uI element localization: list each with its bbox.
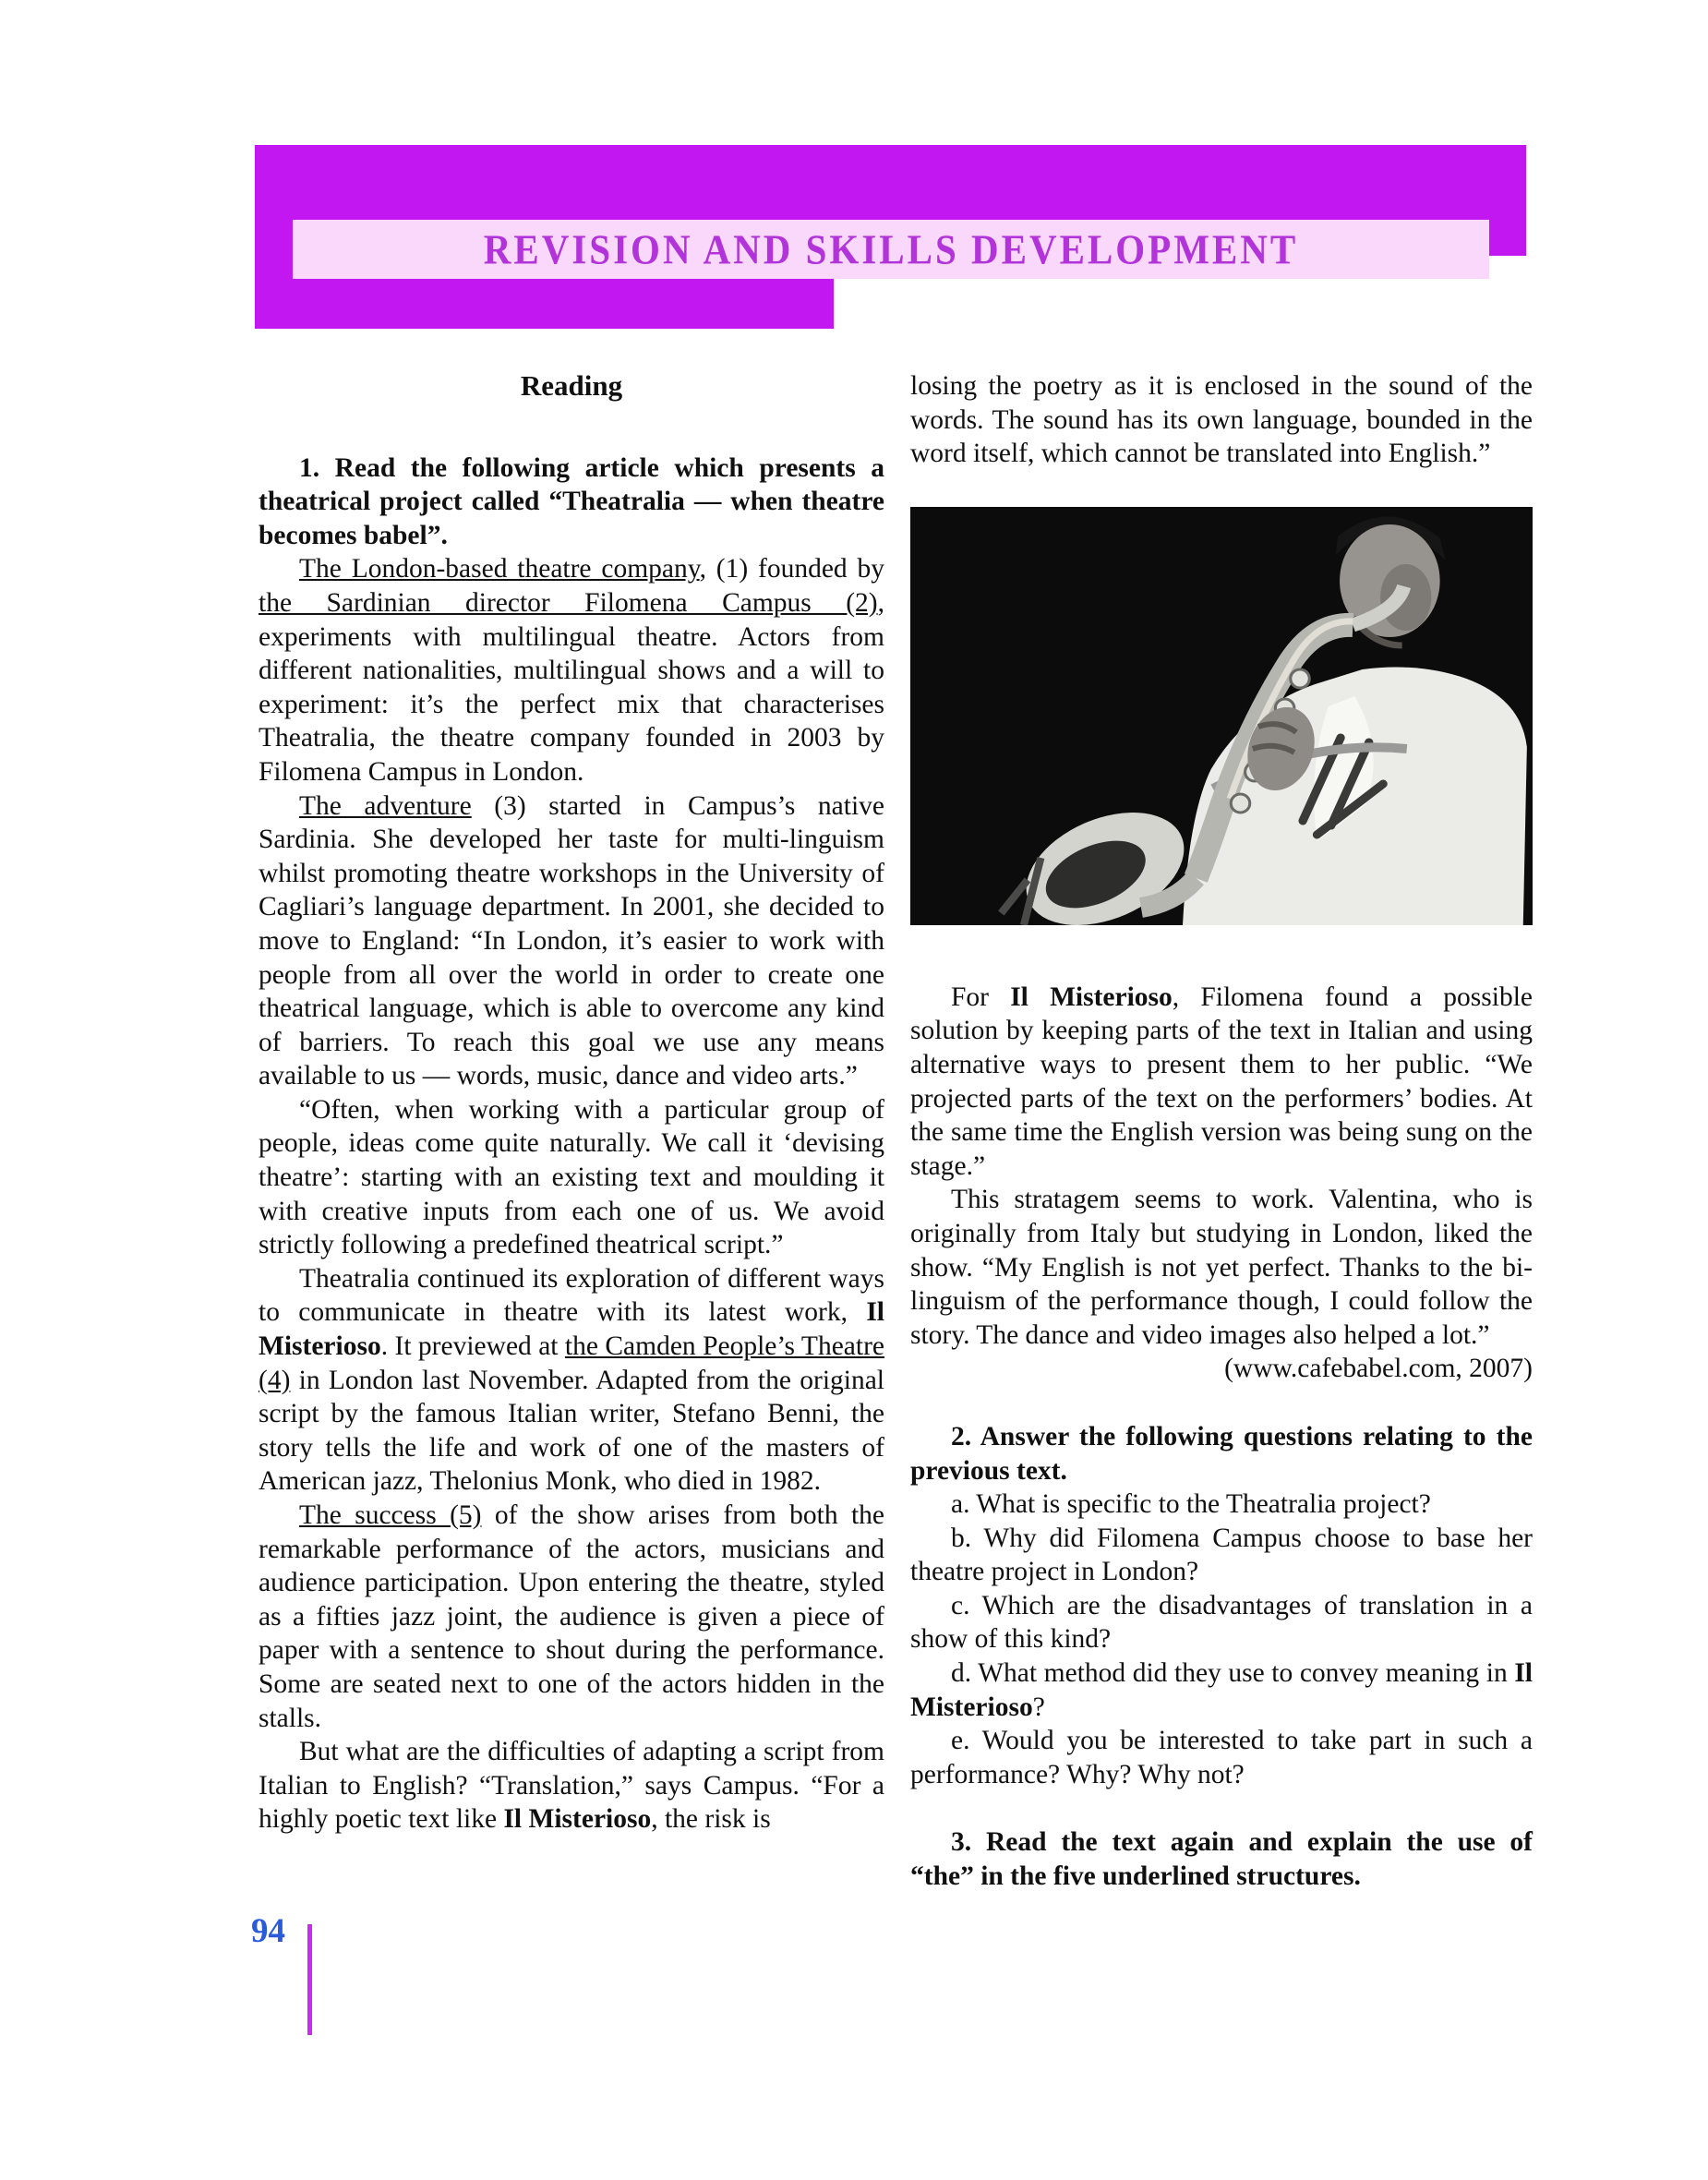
text-run: Il Misterioso [259, 1297, 884, 1362]
text-run: of the show arises from both the remarkable performance of the actors, musicians and audience participation. Upon entering the theatre, styled as a fifties jazz joint, the audience is given a piece of paper with a sentence to shout during the performance. Some are seated next to one of the actors hidden in the stalls. [259, 1500, 884, 1733]
paragraph [259, 1735, 884, 1837]
text-run: losing the poetry as it is enclosed in the sound of the words. The sound has its own language, bounded in the word itself, which cannot be translated into English.” [910, 371, 1533, 469]
text-run: 2. Answer the following questions relating to the previous text. [910, 1421, 1533, 1486]
text-run: But what are the difficulties of adapting a script from Italian to English? “Translation,” says Campus. “For a highly poetic text like [259, 1737, 884, 1835]
page-number: 94 [251, 1912, 285, 1950]
paragraph [910, 981, 1533, 1184]
text-run: This stratagem seems to work. Valentina, who is originally from Italy but studying in London, liked the show. “My English is not yet perfect. Thanks to the bi-linguism of the performance though, I could follow the story. The dance and video images also helped a lot.” [910, 1185, 1533, 1350]
text-run: the Camden People’s Theatre (4) [259, 1331, 884, 1395]
paragraph [910, 1825, 1533, 1893]
page-title: REVISION AND SKILLS DEVELOPMENT [483, 225, 1299, 273]
text-run: , the risk is [651, 1804, 771, 1835]
saxophonist-illustration [910, 507, 1533, 925]
text-run: b. Why did Filomena Campus choose to base her theatre project in London? [910, 1523, 1533, 1587]
text-run: e. Would you be interested to take part in such a performance? Why? Why not? [910, 1726, 1533, 1789]
text-run: the Sardinian director Filomena Campus (2) [259, 587, 878, 618]
article-text-left [259, 452, 884, 1837]
paragraph [910, 1656, 1533, 1724]
text-run: 3. Read the text again and explain the use of “the” in the five underlined structures. [910, 1827, 1533, 1892]
paragraph [259, 452, 884, 553]
paragraph [910, 1352, 1533, 1386]
text-run: Il Misterioso [503, 1804, 652, 1835]
sax-key [1291, 669, 1309, 688]
reading-heading: Reading [520, 369, 623, 402]
paragraph [910, 1724, 1533, 1791]
left-column [259, 369, 884, 1837]
paragraph [259, 789, 884, 1093]
text-run: ? [1032, 1692, 1045, 1722]
text-run: For [951, 982, 1011, 1012]
paragraph [910, 1522, 1533, 1589]
text-run: , (1) founded by [699, 554, 884, 584]
text-run: The success (5) [299, 1500, 482, 1530]
text-run: (3) started in Campus’s native Sardinia. She developed her taste for multi-linguism whilst promoting theatre workshops in the University of Cagliari’s language department. In 2001, she decided to move to England: “In London, it’s easier to work with people from all over the world in order to create one theatrical language, which is able to overcome any kind of barriers. To reach this goal we use any means available to us — words, music, dance and video arts.” [259, 790, 884, 1091]
paragraph [910, 369, 1533, 471]
paragraph [910, 1183, 1533, 1352]
text-run: c. Which are the disadvantages of translation in a show of this kind? [910, 1590, 1533, 1655]
text-run: Il Misterioso [1010, 982, 1173, 1012]
paragraph [910, 1420, 1533, 1487]
text-run: The London-based theatre company [299, 554, 700, 584]
text-run: in London last November. Adapted from the original script by the famous Italian writer, Stefano Benni, the story tells the life and work of one of the masters of American jazz, Thelonius Monk, who died in 1982. [259, 1365, 884, 1497]
text-run: . It previewed at [380, 1331, 565, 1362]
header-title-bar [293, 220, 1489, 279]
footer-divider [307, 1924, 312, 2035]
paragraph [259, 1262, 884, 1499]
saxophonist-photo [910, 507, 1533, 925]
text-run: a. What is specific to the Theatralia project? [951, 1489, 1431, 1520]
article-text-continuation [910, 369, 1533, 471]
text-run: d. What method did they use to convey meaning in [951, 1658, 1515, 1689]
article-text-right-and-questions [910, 981, 1533, 1894]
paragraph [910, 1589, 1533, 1656]
right-column [910, 369, 1533, 1894]
text-run: Theatralia continued its exploration of different ways to communicate in theatre with its latest work, [259, 1263, 884, 1328]
paragraph [259, 1093, 884, 1262]
sax-key [1231, 794, 1249, 813]
text-run: Il Misterioso [910, 1658, 1533, 1722]
text-run: (www.cafebabel.com, 2007) [1224, 1354, 1533, 1384]
text-run: 1. Read the following article which presents a theatrical project called “Theatralia — when theatre becomes babel”. [259, 452, 884, 550]
text-run: , Filomena found a possible solution by keeping parts of the text in Italian and using alternative ways to present them to her public. “We projected parts of the text on the performers’ bodies. At the same time the English version was being sung on the stage.” [910, 982, 1534, 1181]
paragraph [259, 1499, 884, 1735]
text-run: , experiments with multilingual theatre. Actors from different nationalities, multilingual shows and a will to experiment: it’s the perfect mix that characterises Theatralia, the theatre company founded in 2003 by Filomena Campus in London. [259, 587, 884, 787]
paragraph [259, 552, 884, 789]
text-run: “Often, when working with a particular group of people, ideas come quite naturally. We call it ‘devising theatre’: starting with an existing text and moulding it with creative inputs from each one of us. We avoid strictly following a predefined theatrical script.” [259, 1094, 884, 1260]
text-run: The adventure [299, 790, 472, 821]
paragraph [910, 1487, 1533, 1522]
